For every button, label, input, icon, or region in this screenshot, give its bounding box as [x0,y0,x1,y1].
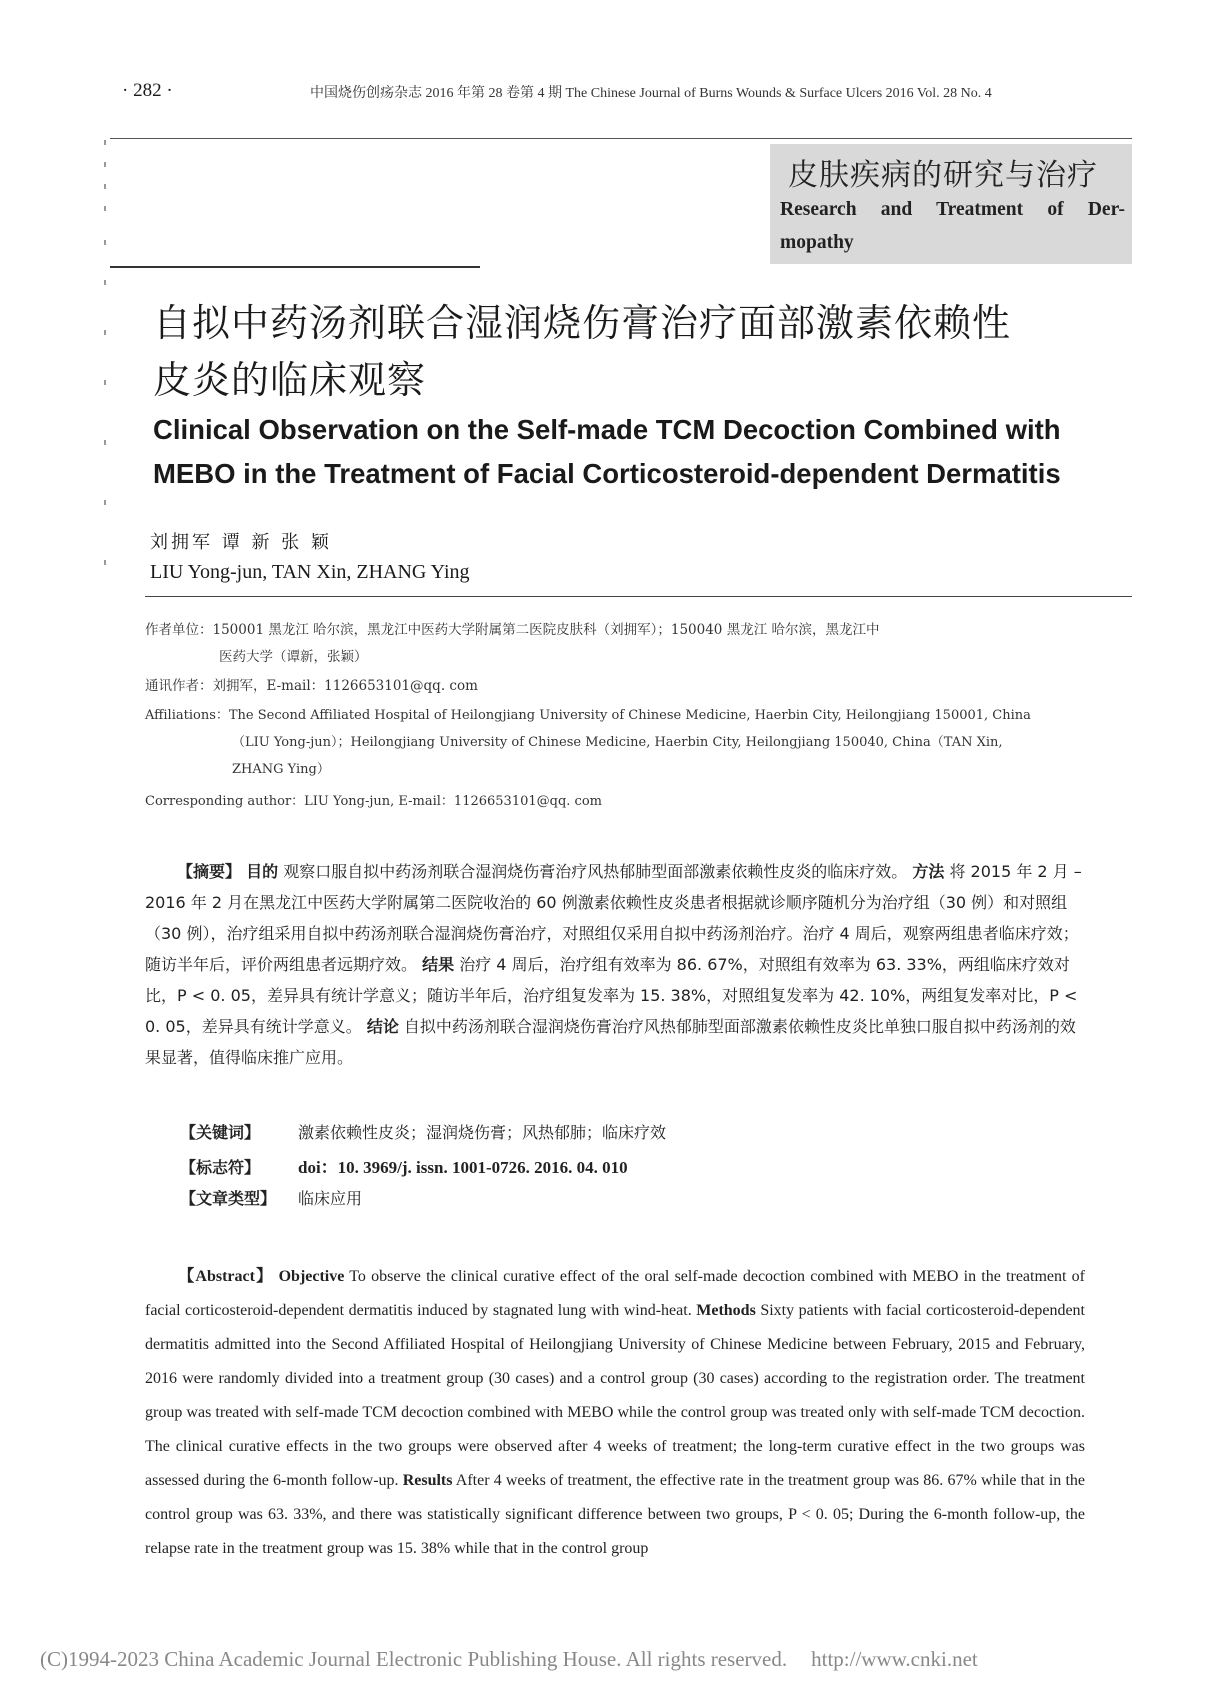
column-title-en-line1: Research and Treatment of Der- [780,199,1125,220]
section-rule [110,266,480,268]
methods-en-label: Methods [696,1302,756,1319]
article-title-en [153,408,1133,496]
methods-label: 方法 [912,862,945,881]
affiliations-en-line1: The Second Affiliated Hospital of Heilongjiang University of Chinese Medicine, Haerbin City, Heilongjiang 150001, China [228,708,1031,723]
objective-text: 观察口服自拟中药汤剂联合湿润烧伤膏治疗风热郁肺型面部激素依赖性皮炎的临床疗效。 [283,862,908,881]
doi-label: 【标志符】 [180,1158,261,1177]
objective-en-label: Objective [278,1268,345,1285]
keywords-row [180,1120,666,1143]
results-text: 治疗 4 周后，治疗组有效率为 86. 67%，对照组有效率为 63. 33%，两组临床疗效对比，P < 0. 05，差异具有统计学意义；随访半年后，治疗组复发率为 15. 38%，对照组复发率为 42. 10%，两组复发率对比，P < 0. 05，差异具有统计学意义。 [145,955,1078,1036]
results-en-label: Results [402,1472,453,1489]
title-cn-line2: 皮炎的临床观察 [153,358,427,402]
column-title-en-line2: mopathy [780,232,854,253]
corresponding-en-value: LIU Yong-jun, E-mail：1126653101@qq. com [304,794,602,809]
abstract-en-label: 【Abstract】 [177,1268,274,1285]
margin-marks [100,140,114,580]
methods-text: 将 2015 年 2 月 – 2016 年 2 月在黑龙江中医药大学附属第二医院收治的 60 例激素依赖性皮炎患者根据就诊顺序随机分为治疗组（30 例）和对照组（30 例），治疗组采用自拟中药汤剂联合湿润烧伤膏治疗，对照组仅采用自拟中药汤剂治疗。治疗 4 周后，观察两组患者临床疗效；随访半年后，评价两组患者远期疗效。 [145,862,1082,974]
title-en-line1: Clinical Observation on the Self-made TCM Decoction Combined with [153,414,1061,445]
author-unit-line1: 150001 黑龙江 哈尔滨，黑龙江中医药大学附属第二医院皮肤科（刘拥军）；150040 黑龙江 哈尔滨，黑龙江中 [212,622,880,638]
article-title-cn [153,295,1133,409]
authors-rule [145,596,1132,597]
affiliations-en-line2: （LIU Yong-jun）；Heilongjiang University of Chinese Medicine, Haerbin City, Heilongjiang 150040, China（TAN Xin, [232,735,1003,750]
doi-row [180,1153,628,1178]
article-type-value: 临床应用 [298,1189,363,1208]
corresponding-cn-label: 通讯作者： [145,678,213,694]
column-title-cn: 皮肤疾病的研究与治疗 [788,158,1098,193]
authors-cn: 刘拥军 谭 新 张 颖 [150,532,332,553]
title-en-line2: MEBO in the Treatment of Facial Corticosteroid-dependent Dermatitis [153,458,1061,489]
conclusion-text: 自拟中药汤剂联合湿润烧伤膏治疗风热郁肺型面部激素依赖性皮炎比单独口服自拟中药汤剂的效果显著，值得临床推广应用。 [145,1017,1076,1067]
affiliations-en [145,702,1031,729]
affiliations-en-label: Affiliations： [145,708,229,723]
author-unit-line2: 医药大学（谭新，张颖） [219,649,368,665]
affiliations-en-line3: ZHANG Ying） [232,762,330,777]
copyright-text: (C)1994-2023 China Academic Journal Electronic Publishing House. All rights reserved. [40,1647,788,1671]
title-cn-line1: 自拟中药汤剂联合湿润烧伤膏治疗面部激素依赖性 [153,301,1012,345]
results-en-text: After 4 weeks of treatment, the effective rate in the treatment group was 86. 67% while that in the control group was 63. 33%, and there was statistically significant difference between two groups, P < 0. 05; During the 6-month follow-up, the relapse rate in the treatment group was 15. 38% while that in the control group [145,1472,1085,1557]
authors-en: LIU Yong-jun, TAN Xin, ZHANG Ying [150,561,470,583]
keywords-value: 激素依赖性皮炎；湿润烧伤膏；风热郁肺；临床疗效 [298,1123,667,1142]
keywords-label: 【关键词】 [180,1123,261,1142]
methods-en-text: Sixty patients with facial corticosteroid-dependent dermatitis admitted into the Second Affiliated Hospital of Heilongjiang University of Chinese Medicine between February, 2015 and February, 2016 were randomly divided into a treatment group (30 cases) and a control group (30 cases) according to the registration order. The treatment group was treated with self-made TCM decoction combined with MEBO while the control group was treated only with self-made TCM decoction. The clinical curative effects in the two groups were observed after 4 weeks of treatment; the long-term curative effect in the two groups was assessed during the 6-month follow-up. [145,1302,1086,1489]
author-unit [145,617,879,644]
copyright-footer [40,1647,978,1672]
results-label: 结果 [422,955,455,974]
abstract-en [145,1260,1085,1566]
corresponding-cn-value: 刘拥军，E-mail：1126653101@qq. com [212,678,478,694]
article-type-row [180,1186,362,1209]
article-type-label: 【文章类型】 [180,1189,277,1208]
abstract-cn [145,856,1085,1073]
page-number: · 282 · [122,80,173,101]
running-head: 中国烧伤创疡杂志 2016 年第 28 卷第 4 期 The Chinese Journal of Burns Wounds & Surface Ulcers 2016 Vol. 28 No. 4 [310,86,992,101]
objective-label: 目的 [246,862,279,881]
corresponding-en [145,788,602,815]
author-unit-label: 作者单位： [145,622,213,638]
objective-en-text: To observe the clinical curative effect of the oral self-made decoction combined with MEBO in the treatment of facial corticosteroid-dependent dermatitis induced by stagnated lung with wind-heat. [145,1268,1085,1319]
corresponding-en-label: Corresponding author： [145,794,305,809]
corresponding-cn [145,673,478,700]
column-title-en [780,193,1125,259]
doi-value: doi：10. 3969/j. issn. 1001-0726. 2016. 04. 010 [298,1158,628,1177]
footer-url: http://www.cnki.net [811,1647,978,1671]
conclusion-label: 结论 [366,1017,399,1036]
abstract-cn-label: 【摘要】 [177,862,242,881]
header-rule [110,138,1132,139]
